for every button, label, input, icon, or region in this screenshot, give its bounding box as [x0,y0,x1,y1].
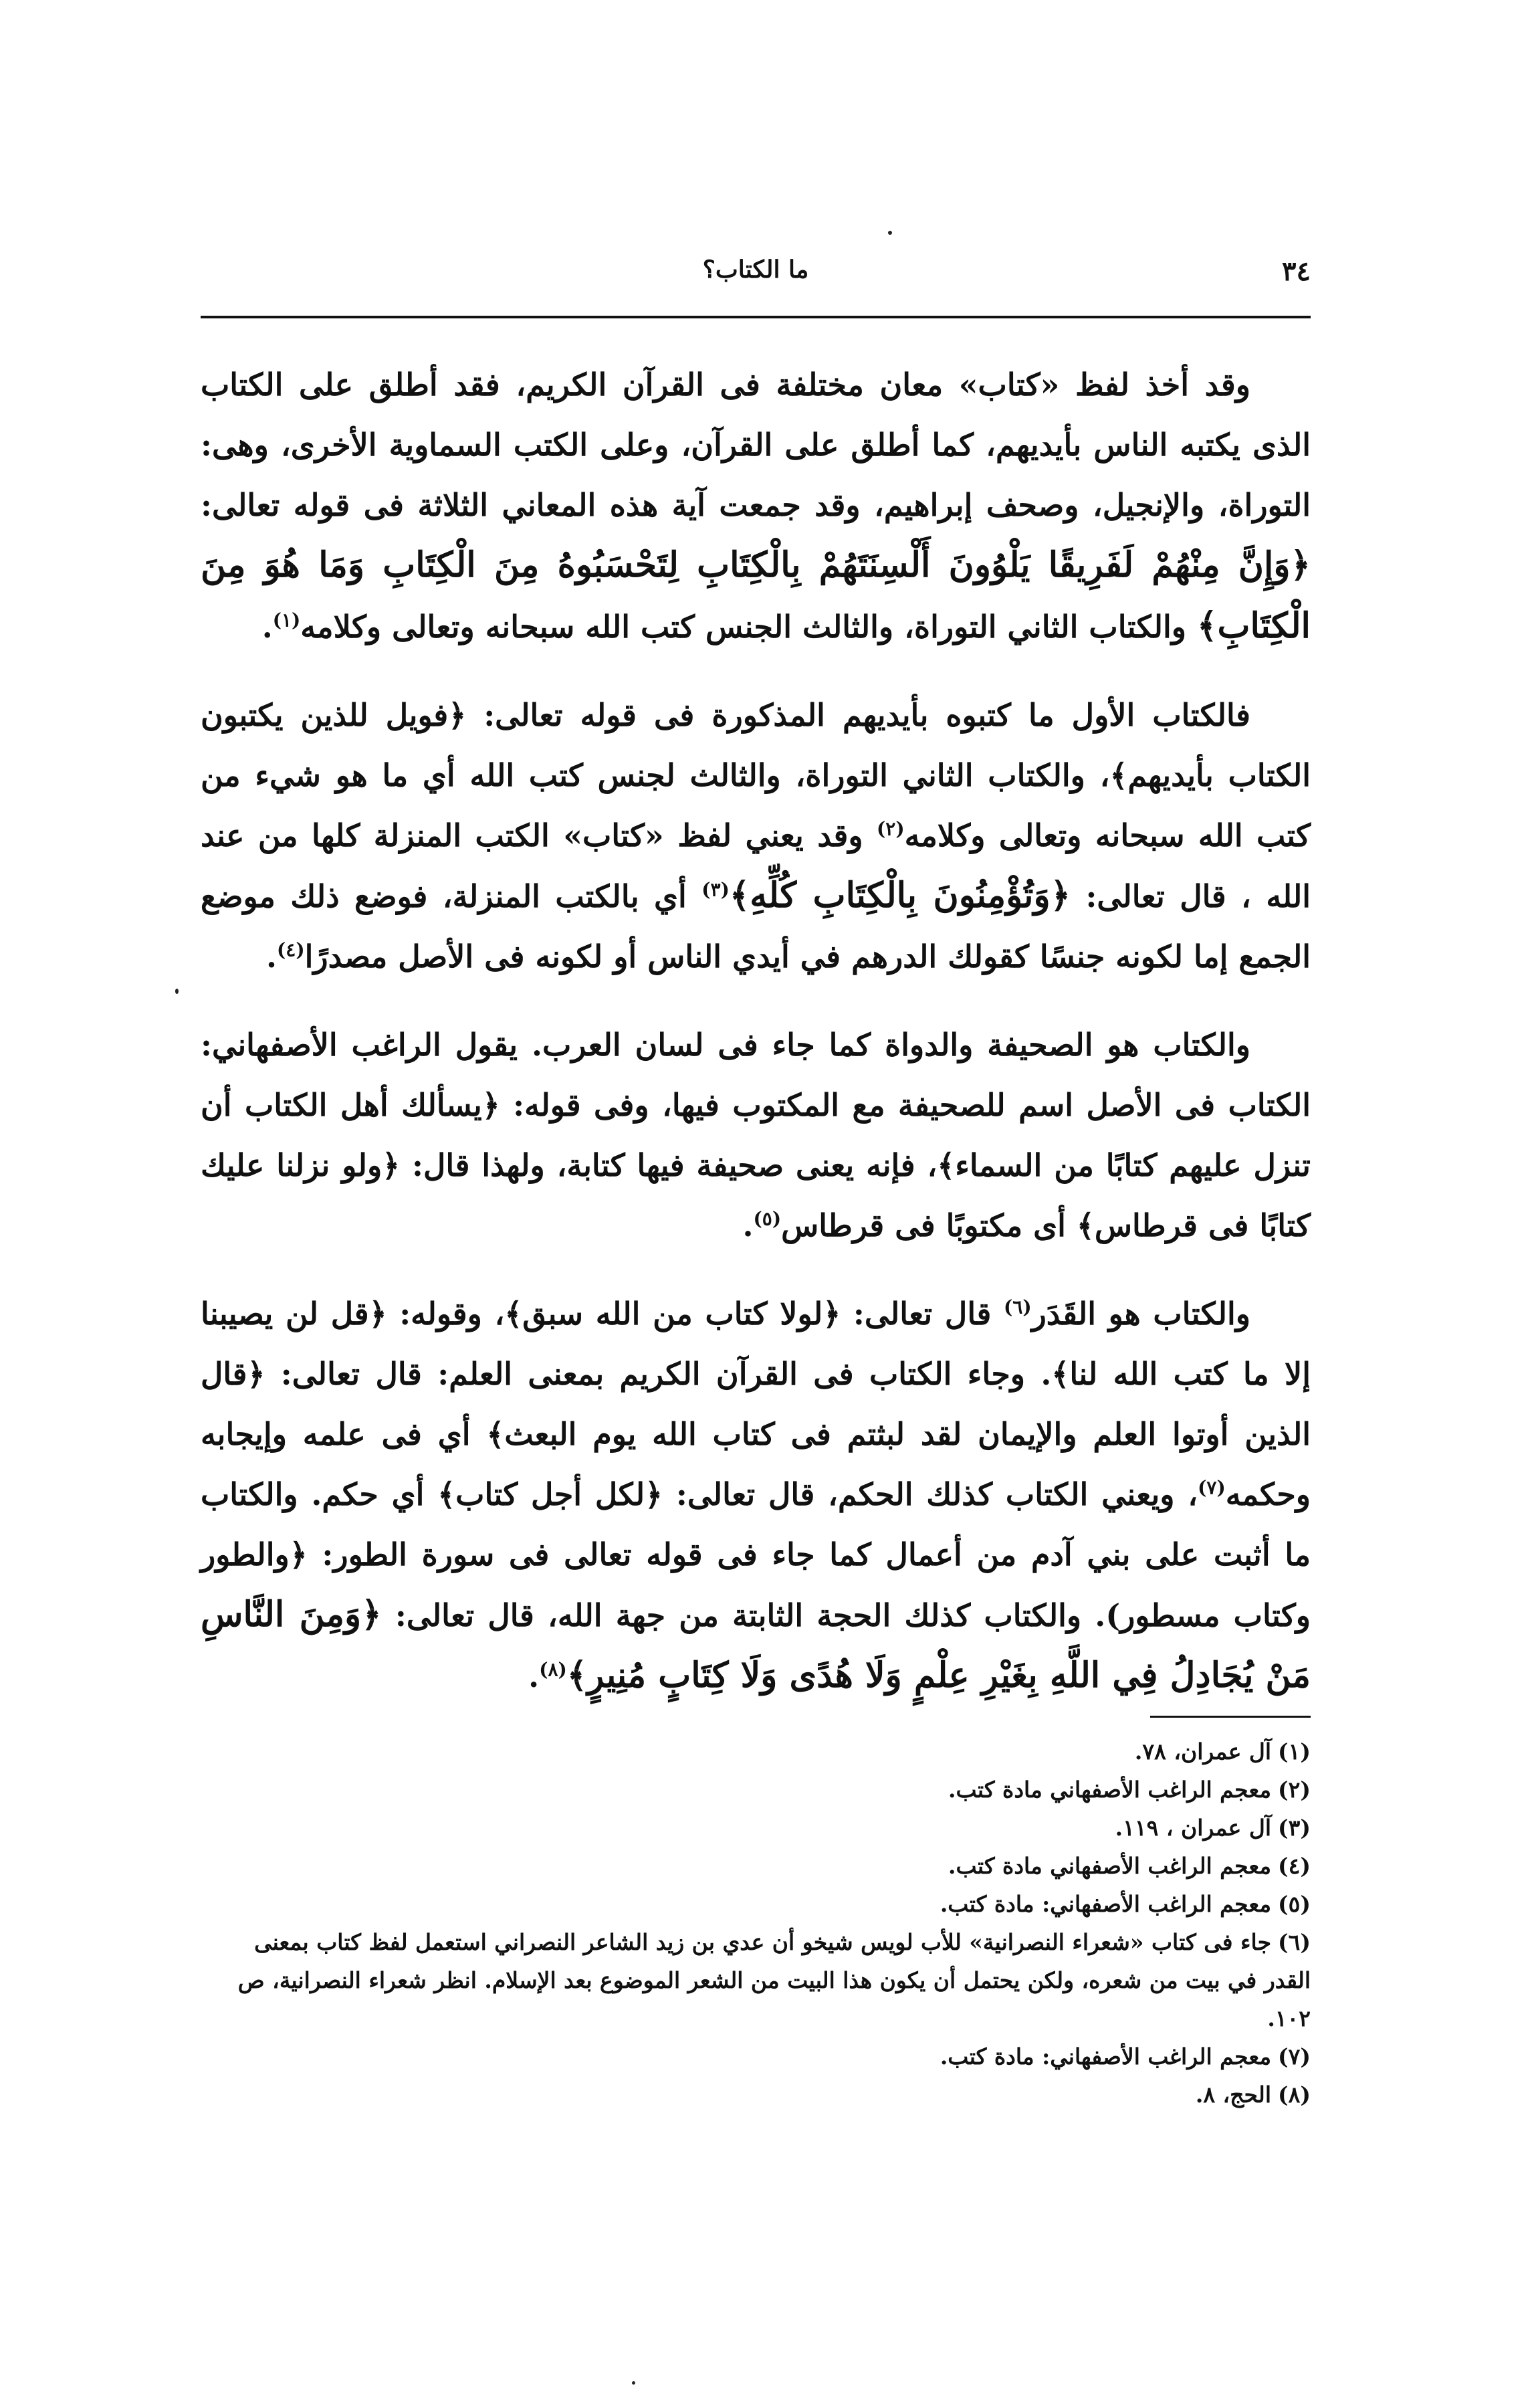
quran-verse: ﴿وَمِنَ النَّاسِ مَنْ يُجَادِلُ فِي اللَّهِ بِغَيْرِ عِلْمٍ وَلَا هُدًى وَلَا كِتَابٍ مُنِيرٍ﴾ [201,1594,1311,1696]
footnotes [201,1732,1311,2114]
footnote-text: معجم الراغب الأصفهاني: مادة كتب. [940,1891,1272,1917]
quran-verse: ﴿وَإِنَّ مِنْهُمْ لَفَرِيقًا يَلْوُونَ أَلْسِنَتَهُمْ بِالْكِتَابِ لِتَحْسَبُوهُ مِنَ الْكِتَابِ وَمَا هُوَ مِنَ الْكِتَابِ﴾ [201,544,1311,646]
footnote-ref[interactable]: (٨) [539,1658,567,1681]
footnote-text: معجم الراغب الأصفهاني مادة كتب. [948,1853,1272,1879]
footnote-5 [201,1885,1311,1923]
paragraph-text: قال تعالى: ﴿لولا كتاب من الله سبق﴾، وقوله: ﴿قل لن يصيبنا إلا ما كتب الله لنا﴾. وجاء الكتاب فى القرآن الكريم بمعنى العلم: قال تعالى: ﴿قال الذين أوتوا العلم والإيمان لقد لبثتم فى كتاب الله يوم البعث﴾ أي فى علمه وإيجابه وحكمه [201,1296,1311,1512]
footnote-1 [201,1732,1311,1771]
footnote-8 [201,2076,1311,2114]
running-head [201,256,1311,302]
scan-speck [175,989,179,994]
paragraph-text: ، ويعني الكتاب كذلك الحكم، قال تعالى: ﴿لكل أجل كتاب﴾ أي حكم. والكتاب ما أثبت على بني آدم من أعمال كما جاء فى قوله تعالى فى سورة الطور: ﴿والطور وكتاب مسطور). والكتاب كذلك الحجة الثابتة من جهة الله، قال تعالى: [201,1476,1311,1633]
scan-speck [888,231,892,235]
paragraph-end: . [261,609,273,645]
footnote-text: معجم الراغب الأصفهاني: مادة كتب. [940,2043,1272,2070]
footnote-number: (١) [1278,1738,1311,1765]
scan-speck [632,2381,635,2385]
paragraph-3 [201,1015,1311,1256]
footnote-number: (٦) [1278,1929,1311,1955]
paragraph-end: . [742,1207,754,1243]
page-number: ٣٤ [1282,256,1311,287]
footnote-6 [201,1923,1311,2037]
footnote-3 [201,1809,1311,1847]
paragraph-text: والكتاب هو الصحيفة والدواة كما جاء فى لسان العرب. يقول الراغب الأصفهاني: الكتاب فى الأصل اسم للصحيفة مع المكتوب فيها، وفى قوله: ﴿يسألك أهل الكتاب أن تنزل عليهم كتابًا من السماء﴾، فإنه يعنى صحيفة فيها كتابة، ولهذا قال: ﴿ولو نزلنا عليك كتابًا فى قرطاس﴾ أى مكتوبًا فى قرطاس [201,1027,1311,1243]
paragraph-text: والكتاب هو القَدَر [1031,1296,1250,1332]
footnote-text: الحج، ٨. [1195,2082,1272,2108]
footnote-4 [201,1847,1311,1885]
paragraph-text: وقد يعني لفظ «كتاب» الكتب المنزلة كلها من عند الله ، قال تعالى: [201,817,1311,914]
footnote-ref[interactable]: (٢) [877,817,905,840]
footnote-number: (٨) [1278,2082,1311,2108]
paragraph-1 [201,355,1311,657]
footnote-text: آل عمران ، ١١٩. [1115,1815,1272,1841]
paragraph-text: أي بالكتب المنزلة، فوضع ذلك موضع الجمع إما لكونه جنسًا كقولك الدرهم في أيدي الناس أو لكونه فى الأصل مصدرًا [201,878,1311,975]
paragraph-text: فالكتاب الأول ما كتبوه بأيديهم المذكورة فى قوله تعالى: ﴿فويل للذين يكتبون الكتاب بأيديهم﴾، والكتاب الثاني التوراة، والثالث لجنس كتب الله أي ما هو شيء من كتب الله سبحانه وتعالى وكلامه [201,697,1311,854]
footnote-7 [201,2037,1311,2076]
quran-verse: ﴿وَتُؤْمِنُونَ بِالْكِتَابِ كُلِّهِ﴾ [729,875,1071,916]
footnote-ref[interactable]: (٤) [277,938,305,961]
footnote-rule [1150,1716,1311,1718]
paragraph-text: وقد أخذ لفظ «كتاب» معان مختلفة فى القرآن الكريم، فقد أطلق على الكتاب الذى يكتبه الناس بأيديهم، كما أطلق على القرآن، وعلى الكتب السماوية الأخرى، وهى: التوراة، والإنجيل، وصحف إبراهيم، وقد جمعت آية هذه المعاني الثلاثة فى قوله تعالى: [201,367,1311,523]
footnote-text: جاء فى كتاب «شعراء النصرانية» للأب لويس شيخو أن عدي بن زيد الشاعر النصراني استعمل لفظ كتاب بمعنى القدر في بيت من شعره، ولكن يحتمل أن يكون هذا البيت من الشعر الموضوع بعد الإسلام. انظر شعراء النصرانية، ص ١٠٢. [237,1929,1311,2031]
footnote-ref[interactable]: (٦) [1004,1296,1032,1318]
paragraph-text: والكتاب الثاني التوراة، والثالث الجنس كتب الله سبحانه وتعالى وكلامه [300,609,1187,645]
chapter-title: ما الكتاب؟ [702,256,809,284]
footnote-ref[interactable]: (٥) [753,1207,782,1230]
footnote-ref[interactable]: (٣) [701,878,730,901]
main-text [201,355,1311,1734]
footnote-ref[interactable]: (٧) [1198,1476,1226,1499]
paragraph-end: . [266,938,278,975]
footnote-number: (٣) [1278,1815,1311,1841]
footnote-text: آل عمران، ٧٨. [1134,1738,1272,1765]
footnote-number: (٥) [1278,1891,1311,1917]
paragraph-end: . [528,1658,540,1694]
footnote-number: (٤) [1278,1853,1311,1879]
footnote-text: معجم الراغب الأصفهاني مادة كتب. [948,1777,1272,1803]
footnote-number: (٧) [1278,2043,1311,2070]
paragraph-2 [201,685,1311,987]
footnote-ref[interactable]: (١) [272,609,301,631]
header-rule [201,316,1311,318]
footnote-2 [201,1771,1311,1809]
paragraph-4 [201,1284,1311,1706]
footnote-number: (٢) [1278,1777,1311,1803]
